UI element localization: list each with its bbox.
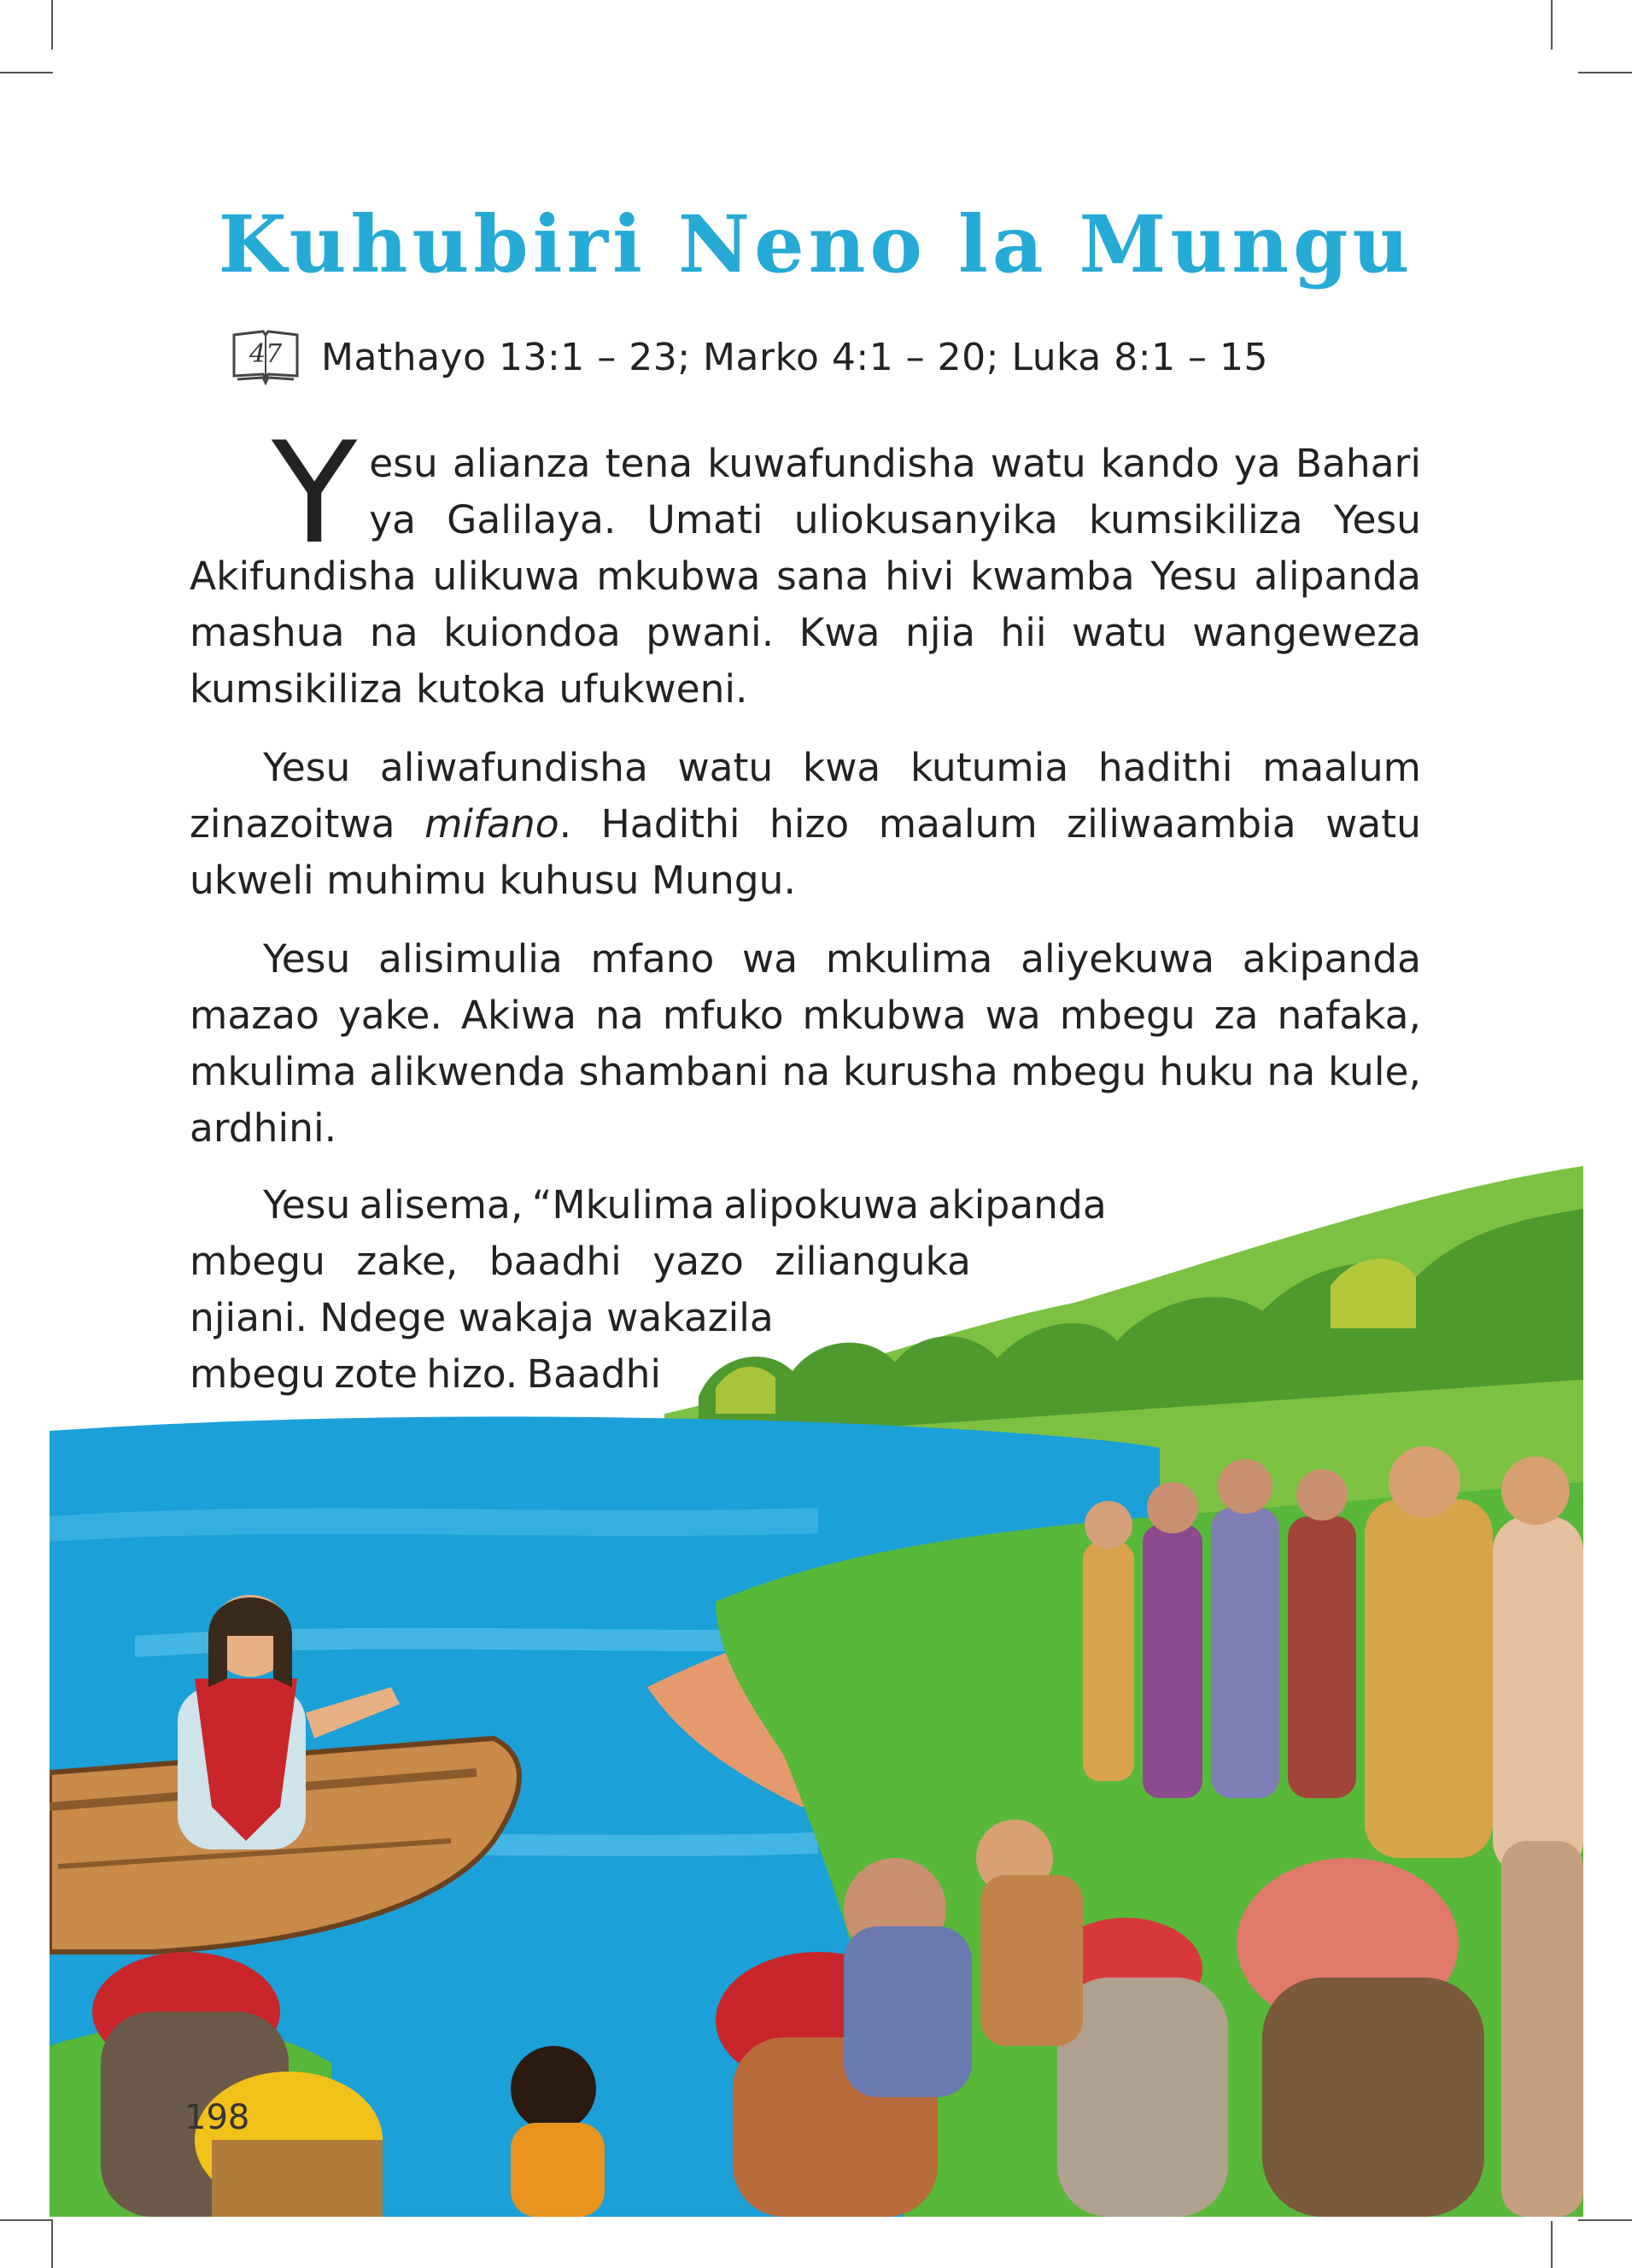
paragraph-3: Yesu alisimulia mfano wa mkulima aliyekuwa akipanda mazao yake. Akiwa na mfuko mkubwa wa mbegu za nafaka, mkulima alikwenda shambani na kurusha mbegu huku na kule, ardhini. — [190, 936, 1421, 1151]
paragraph-4-line: mbegu zote hizo. Baadhi — [190, 1351, 662, 1397]
crop-mark — [0, 72, 53, 73]
paragraph-2-text-end: . Hadithi hizo maalum ziliwaambia watu ukweli muhimu kuhusu Mungu. — [190, 801, 1421, 903]
paragraph-2-text: Yesu aliwafundisha watu kwa kutumia hadithi maalum zinazoitwa — [190, 745, 1421, 847]
crop-mark — [1578, 2219, 1632, 2221]
bible-book-icon — [229, 323, 302, 391]
emphasis-mifano: mifano — [424, 801, 559, 847]
crop-mark — [1551, 0, 1553, 50]
paragraph-1 — [190, 412, 1421, 718]
body-text — [190, 740, 1421, 909]
crop-mark — [0, 2219, 53, 2221]
paragraph-1-text: esu alianza tena kuwafundisha watu kando ya Bahari ya Galilaya. Umati uliokusanyika kumsikiliza Yesu Akifundisha ulikuwa mkubwa sana hivi kwamba Yesu alipanda mashua na kuiondoa pwani. Kwa njia hii watu wangeweza kumsikiliza kutoka ufukweni. — [190, 441, 1421, 712]
paragraph-4 — [190, 1177, 1180, 1403]
crop-mark — [1551, 2221, 1553, 2268]
drop-cap: Y — [272, 412, 358, 575]
paragraph-4-line: mbegu zake, baadhi yazo zilianguka — [190, 1239, 971, 1284]
page-number: 198 — [184, 2098, 250, 2137]
body-text — [190, 931, 1421, 1157]
paragraph-2 — [190, 740, 1421, 909]
crop-mark — [51, 0, 53, 50]
body-text — [190, 412, 1421, 718]
scripture-reference-text: Mathayo 13:1 – 23; Marko 4:1 – 20; Luka 8:1 – 15 — [321, 335, 1269, 379]
crop-mark — [51, 2221, 53, 2268]
scripture-reference — [229, 323, 1268, 391]
paragraph-4-line: njiani. Ndege wakaja wakazila — [190, 1295, 774, 1340]
crop-mark — [1578, 72, 1632, 73]
story-number: 47 — [249, 339, 283, 369]
page-title: Kuhubiri Neno la Mungu — [218, 198, 1414, 290]
paragraph-4-line: Yesu alisema, “Mkulima alipokuwa akipanda — [263, 1182, 1107, 1228]
